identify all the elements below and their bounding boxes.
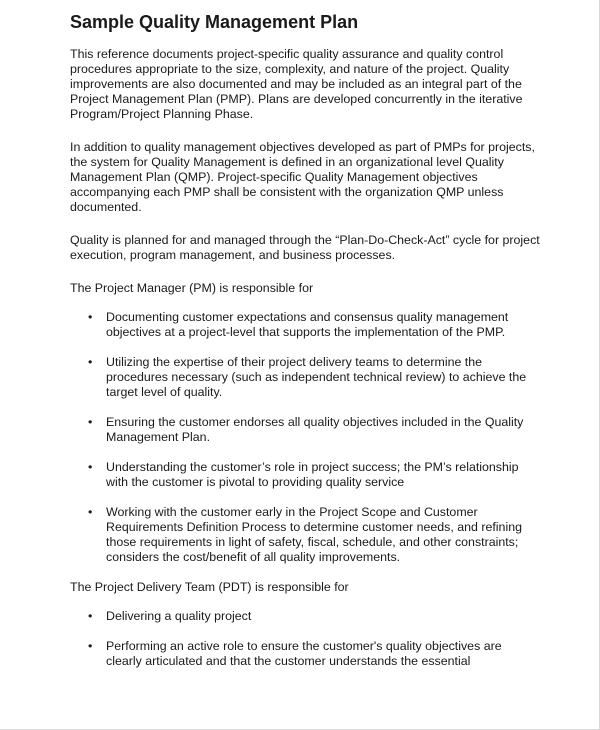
document-title: Sample Quality Management Plan bbox=[70, 12, 359, 32]
list-item-text: Delivering a quality project bbox=[106, 609, 252, 623]
pdt-responsibilities-list bbox=[70, 609, 540, 669]
bullet-icon: • bbox=[88, 639, 93, 653]
list-item-text: Documenting customer expectations and consensus quality management objectives at a project-level that supports the implementation of the PMP. bbox=[106, 310, 509, 339]
bullet-icon: • bbox=[88, 460, 93, 474]
document-body bbox=[70, 47, 540, 684]
list-item-text: Understanding the customer’s role in project success; the PM’s relationship with the customer is pivotal to providing quality service bbox=[106, 460, 519, 489]
pdt-responsibilities-heading: The Project Delivery Team (PDT) is responsible for bbox=[70, 580, 349, 594]
list-item-text: Utilizing the expertise of their project delivery teams to determine the procedures necessary (such as independent technical review) to achieve the target level of quality. bbox=[106, 355, 527, 399]
bullet-icon: • bbox=[88, 355, 93, 369]
list-item-text: Working with the customer early in the Project Scope and Customer Requirements Definition Process to determine customer needs, and refining those requirements in light of safety, fiscal, schedule, and other constraints; considers the cost/benefit of all quality improvements. bbox=[106, 505, 522, 564]
bullet-icon: • bbox=[88, 505, 93, 519]
pm-responsibilities-list bbox=[70, 310, 540, 565]
qmp-paragraph: In addition to quality management objectives developed as part of PMPs for projects, the system for Quality Management is defined in an organizational level Quality Management Plan (QMP). Project-specific Quality Management objectives accompanying each PMP shall be consistent with the organization QMP unless documented. bbox=[70, 140, 535, 214]
list-item bbox=[70, 310, 540, 340]
list-item-text: Ensuring the customer endorses all quality objectives included in the Quality Management Plan. bbox=[106, 415, 524, 444]
bullet-icon: • bbox=[88, 609, 93, 623]
pdca-paragraph: Quality is planned for and managed through the “Plan-Do-Check-Act” cycle for project execution, program management, and business processes. bbox=[70, 233, 540, 262]
list-item bbox=[70, 460, 540, 490]
bullet-icon: • bbox=[88, 310, 93, 324]
list-item bbox=[70, 609, 540, 624]
pm-responsibilities-heading: The Project Manager (PM) is responsible for bbox=[70, 281, 314, 295]
bullet-icon: • bbox=[88, 415, 93, 429]
intro-paragraph: This reference documents project-specific quality assurance and quality control procedures appropriate to the size, complexity, and nature of the project. Quality improvements are also documented and may be included as an integral part of the Project Management Plan (PMP). Plans are developed concurrently in the iterative Program/Project Planning Phase. bbox=[70, 47, 523, 121]
list-item bbox=[70, 639, 540, 669]
list-item bbox=[70, 355, 540, 400]
list-item bbox=[70, 415, 540, 445]
list-item bbox=[70, 505, 540, 565]
list-item-text: Performing an active role to ensure the customer's quality objectives are clearly articulated and that the customer understands the essential bbox=[106, 639, 502, 668]
